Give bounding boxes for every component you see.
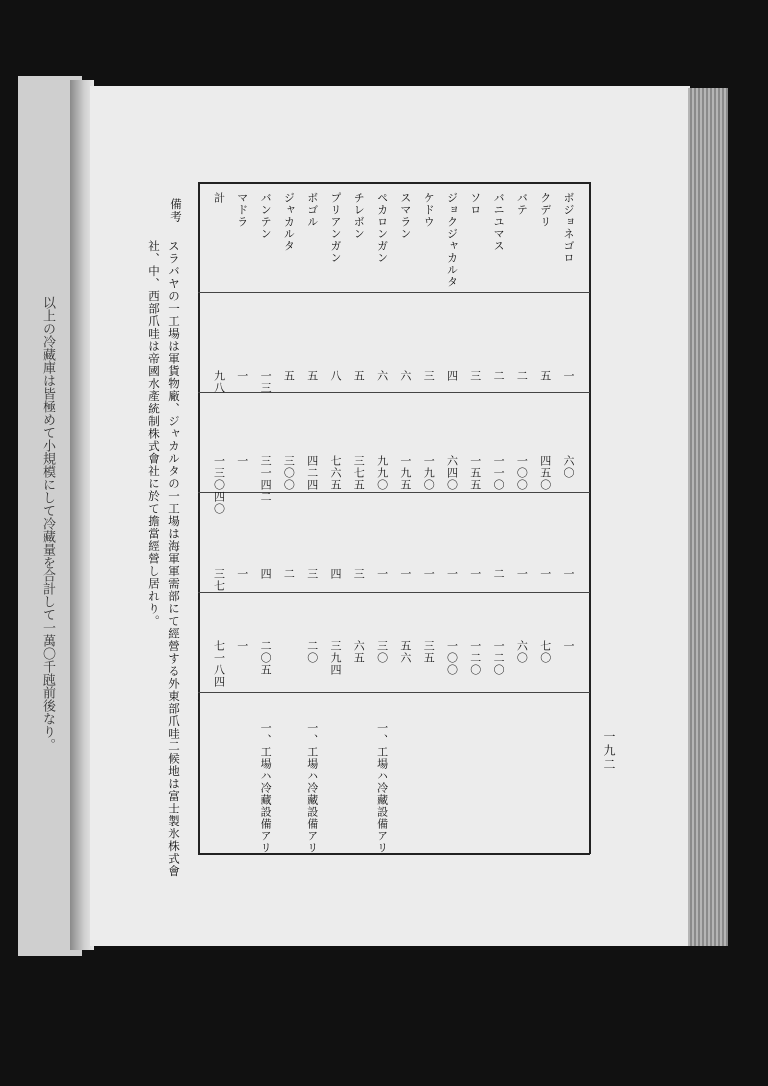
table-cell: 三〇 <box>375 640 389 664</box>
page-number: 一九二 <box>602 730 616 772</box>
table-cell: 一 <box>422 568 436 580</box>
table-cell: 二 <box>492 568 506 580</box>
table-cell: 一 <box>235 568 249 580</box>
table-cell: 三 <box>352 568 366 580</box>
table-cell: 一五五 <box>468 455 482 491</box>
table-cell: 一 <box>562 568 575 580</box>
remarks-label: 備考 <box>169 198 183 223</box>
table-cell: 一三 <box>259 370 273 394</box>
row-name: ボゴル <box>305 192 319 228</box>
table-cell: 一 <box>235 455 249 467</box>
row-name: ペカロンガン <box>375 192 389 264</box>
table-cell: 六四〇 <box>445 455 459 491</box>
table-cell: 一、工場ハ冷藏設備アリ <box>259 722 273 854</box>
table-cell: 五 <box>282 370 296 382</box>
table-cell: 一 <box>468 568 482 580</box>
row-name: プリアンガン <box>329 192 342 264</box>
row-name: バテ <box>515 192 529 216</box>
table-cell: 一、工場ハ冷藏設備アリ <box>375 722 389 854</box>
table-cell: 二 <box>492 370 506 382</box>
table-cell: 三〇〇 <box>282 455 296 491</box>
table-cell: 四二四 <box>305 455 319 491</box>
table-cell: 一 <box>562 640 575 652</box>
table-cell: 一二〇 <box>492 640 506 676</box>
row-name: ジョクジャカルタ <box>445 192 459 288</box>
table-cell: 四五〇 <box>538 455 552 491</box>
table-cell: 二 <box>282 568 296 580</box>
table-cell: 六 <box>375 370 389 382</box>
table-cell: 六 <box>398 370 412 382</box>
table-cell: 五 <box>538 370 552 382</box>
table-cell: 二〇五 <box>259 640 273 676</box>
table-border-right <box>589 182 591 854</box>
table-cell: 一 <box>562 370 575 382</box>
row-name: ボジョネゴロ <box>562 192 575 264</box>
table-cell: 五六 <box>398 640 412 664</box>
table-cell: 一〇〇 <box>445 640 459 676</box>
table-cell: 一〇〇 <box>515 455 529 491</box>
table-cell: 二 <box>515 370 529 382</box>
column-divider-1 <box>198 292 590 293</box>
column-divider-4 <box>198 592 590 593</box>
row-name: ケドウ <box>422 192 436 228</box>
table-cell: 三一四二 <box>259 455 273 503</box>
table-cell: 一 <box>235 370 249 382</box>
table-cell: 三 <box>422 370 436 382</box>
row-name: バニユマス <box>492 192 506 252</box>
table-cell: 三 <box>468 370 482 382</box>
row-name: バンテン <box>259 192 273 240</box>
table-cell: 三七五 <box>352 455 366 491</box>
remarks-line-1: スラバヤの一工場は軍貨物廠、ジャカルタの一工場は海軍軍需部にて經營する外東部爪哇二候地は富士製氷株式會 <box>167 240 181 878</box>
row-name: マドラ <box>235 192 249 228</box>
table-cell: 一 <box>398 568 412 580</box>
table-cell: 一九五 <box>398 455 412 491</box>
table-cell: 六五 <box>352 640 366 664</box>
table-cell: 一一〇 <box>492 455 506 491</box>
table-cell: 三九四 <box>329 640 342 676</box>
table-cell: 一九〇 <box>422 455 436 491</box>
table-cell: 七〇 <box>538 640 552 664</box>
table-cell: 一三〇四〇 <box>212 455 226 515</box>
table-cell: 三七 <box>212 568 226 592</box>
table-cell: 九八 <box>212 370 226 394</box>
row-name: 計 <box>212 192 226 204</box>
table-cell: 一、工場ハ冷藏設備アリ <box>305 722 319 854</box>
table-cell: 一 <box>445 568 459 580</box>
table-cell: 四 <box>259 568 273 580</box>
table-cell: 六〇 <box>515 640 529 664</box>
row-name: ジャカルタ <box>282 192 296 252</box>
table-cell: 九九〇 <box>375 455 389 491</box>
row-name: スマラン <box>398 192 412 240</box>
row-name: クデリ <box>538 192 552 228</box>
table-cell: 一 <box>375 568 389 580</box>
table-cell: 一 <box>235 640 249 652</box>
table-cell: 四 <box>329 568 342 580</box>
row-name: ソロ <box>468 192 482 216</box>
page-edge <box>688 88 728 946</box>
table-cell: 五 <box>305 370 319 382</box>
table-cell: 三五 <box>422 640 436 664</box>
table-cell: 五 <box>352 370 366 382</box>
table-cell: 二〇 <box>305 640 319 664</box>
table-cell: 四 <box>445 370 459 382</box>
table-cell: 六〇 <box>562 455 575 479</box>
table-cell: 三 <box>305 568 319 580</box>
column-divider-5 <box>198 692 590 693</box>
table-cell: 七六五 <box>329 455 342 491</box>
table-cell: 七一八四 <box>212 640 226 688</box>
left-page-text: 以上の冷藏庫は皆極めて小規模にして冷藏量を合計して一萬〇千瓲前後なり。 <box>40 296 55 751</box>
table-cell: 一 <box>515 568 529 580</box>
remarks-line-2: 社、中、西部爪哇は帝國水產統制株式會社に於て擔當經營し居れり。 <box>147 240 161 628</box>
table-cell: 八 <box>329 370 342 382</box>
table-border-top <box>198 182 590 184</box>
row-name: チレボン <box>352 192 366 240</box>
table-border-left <box>198 182 200 854</box>
table-cell: 一二〇 <box>468 640 482 676</box>
table-cell: 一 <box>538 568 552 580</box>
